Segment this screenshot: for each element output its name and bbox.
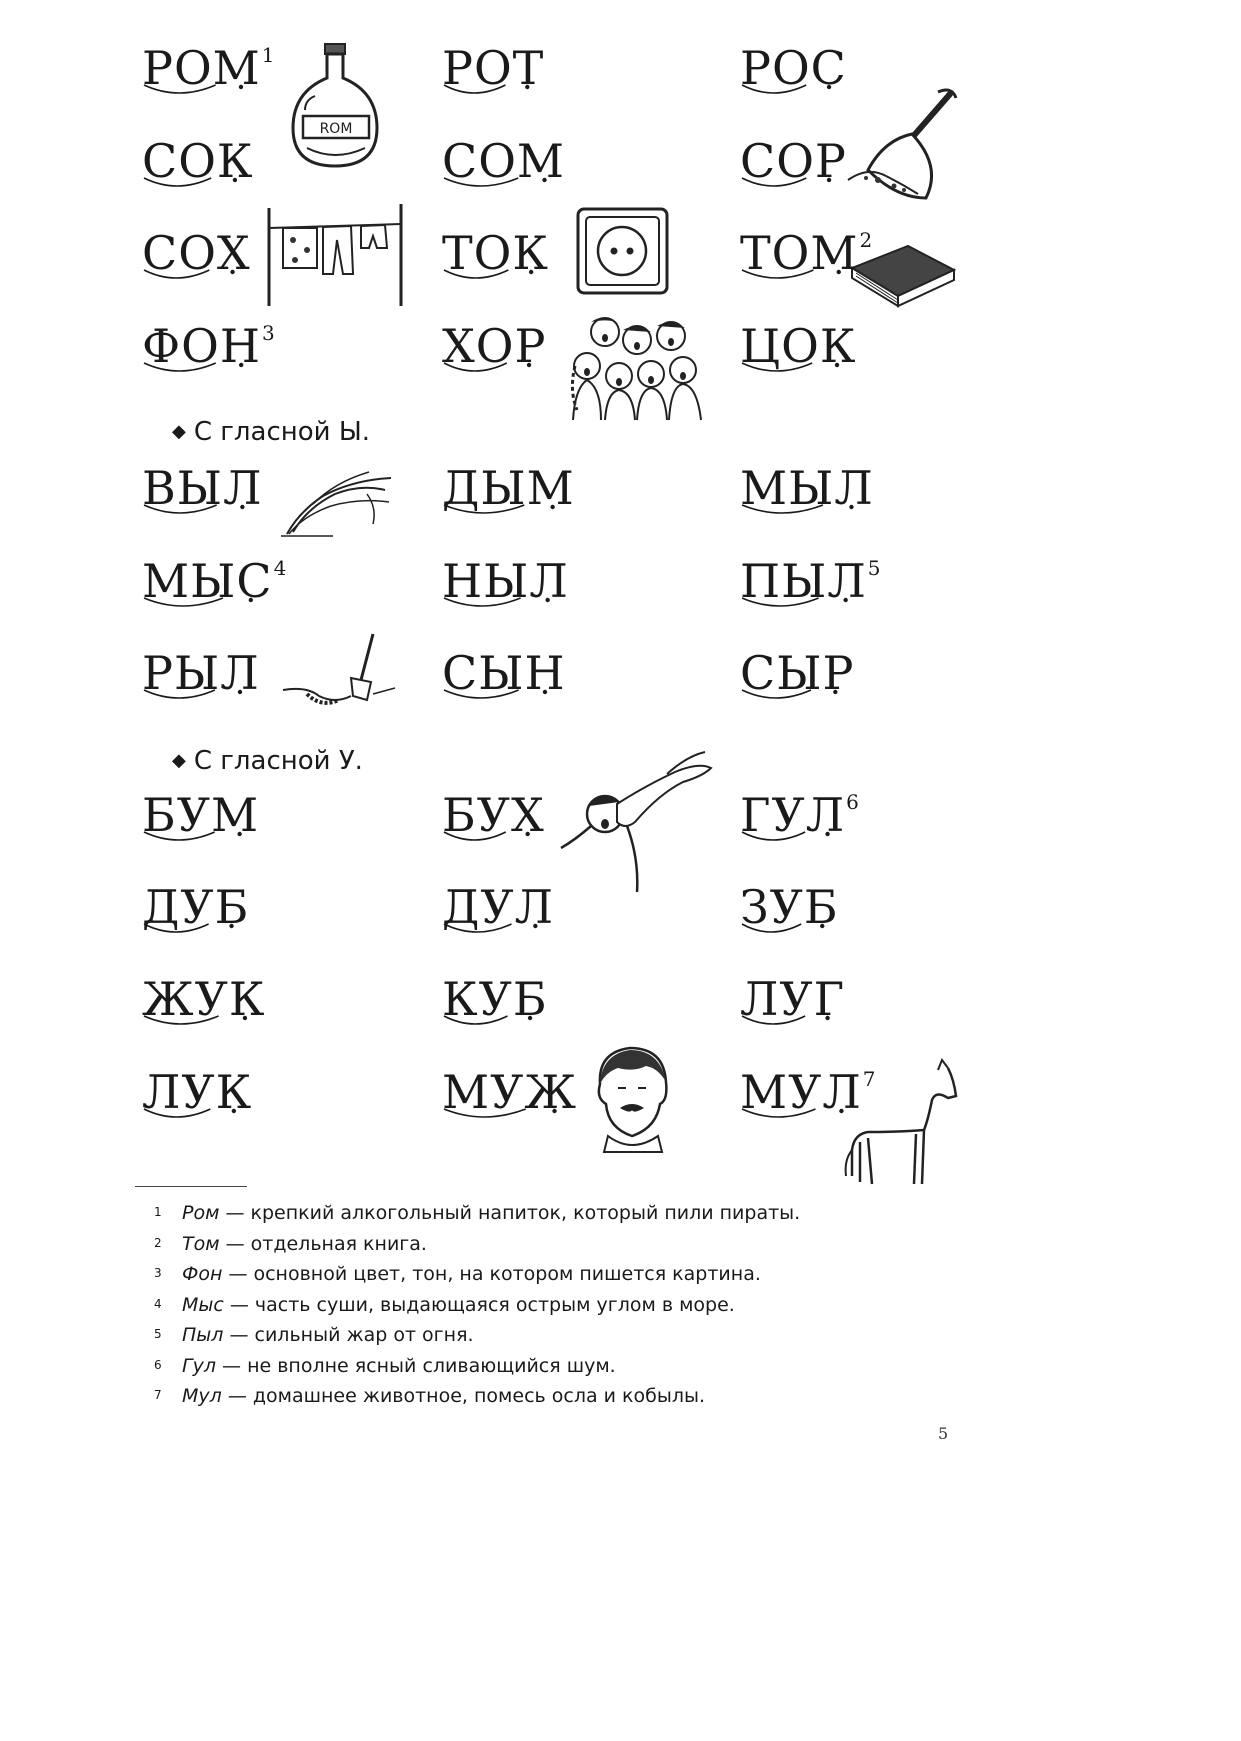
power-socket-icon	[575, 206, 670, 296]
word-fon: ФОН$^3$	[142, 323, 276, 378]
word-muzh: МУЖ	[442, 1069, 577, 1115]
dustpan-icon	[838, 88, 958, 203]
word-buh: БУХ	[442, 792, 545, 838]
svg-text:ROM: ROM	[319, 121, 353, 137]
word-rot: РОТ	[442, 45, 544, 91]
footnote-4: 4 Мыс — часть суши, выдающаяся острым углом в море.	[154, 1293, 735, 1316]
footnote-2: 2 Том — отдельная книга.	[154, 1232, 427, 1255]
word-tok: ТОК	[442, 230, 549, 276]
word-zub: ЗУБ	[740, 884, 839, 930]
book-icon	[848, 238, 958, 308]
word-kub: КУБ	[442, 976, 548, 1022]
word-zhuk: ЖУК	[142, 976, 266, 1022]
word-syr: СЫР	[740, 650, 854, 696]
word-tom: ТОМ$^2$	[740, 230, 873, 285]
word-som: СОМ	[442, 138, 565, 184]
clothesline-icon	[265, 202, 405, 307]
word-nyl: НЫЛ	[442, 558, 569, 604]
word-lug: ЛУГ	[740, 976, 845, 1022]
word-pyl: ПЫЛ$^5$	[740, 558, 882, 613]
word-ryl: РЫЛ	[142, 650, 260, 696]
shovel-digging-icon	[277, 630, 399, 712]
man-portrait-icon	[588, 1042, 678, 1154]
choir-children-icon	[565, 310, 707, 422]
howling-wind-icon	[273, 468, 395, 538]
word-myl: МЫЛ	[740, 465, 874, 511]
word-hor: ХОР	[442, 323, 546, 369]
page-number: 5	[938, 1424, 949, 1443]
footnote-1: 1 Ром — крепкий алкогольный напиток, который пили пираты.	[154, 1202, 801, 1224]
word-luk: ЛУК	[142, 1069, 252, 1115]
footnote-5: 5 Пыл — сильный жар от огня.	[154, 1324, 474, 1346]
word-mys: МЫС$^4$	[142, 558, 287, 613]
word-dym: ДЫМ	[442, 465, 575, 511]
word-mul: МУЛ$^7$	[740, 1069, 876, 1124]
footnote-6: 6 Гул — не вполне ясный сливающийся шум.	[154, 1354, 616, 1377]
footnote-divider	[135, 1186, 247, 1187]
word-bum: БУМ	[142, 792, 259, 838]
word-syn: СЫН	[442, 650, 566, 696]
word-ros: РОС	[740, 45, 847, 91]
diamond-bullet-icon: ◆	[172, 750, 186, 771]
word-dub: ДУБ	[142, 884, 249, 930]
word-dul: ДУЛ	[442, 884, 554, 930]
word-soh: СОХ	[142, 230, 251, 276]
footnotes	[154, 1198, 801, 1412]
word-sor: СОР	[740, 138, 847, 184]
diamond-bullet-icon: ◆	[172, 421, 186, 442]
section-header-vowel-y: ◆ С гласной Ы.	[172, 417, 371, 447]
footnote-3: 3 Фон — основной цвет, тон, на котором пишется картина.	[154, 1263, 761, 1285]
footnote-7: 7 Мул — домашнее животное, помесь осла и кобылы.	[154, 1385, 706, 1407]
word-sok: СОК	[142, 138, 254, 184]
word-rom: РОМ$^1$	[142, 45, 276, 100]
section-header-vowel-u: ◆ С гласной У.	[172, 746, 363, 776]
rum-bottle-icon	[285, 40, 385, 170]
falling-boy-icon	[555, 750, 715, 900]
word-gul: ГУЛ$^6$	[740, 792, 860, 847]
word-vyl: ВЫЛ	[142, 465, 262, 511]
word-tsok: ЦОК	[740, 323, 856, 369]
